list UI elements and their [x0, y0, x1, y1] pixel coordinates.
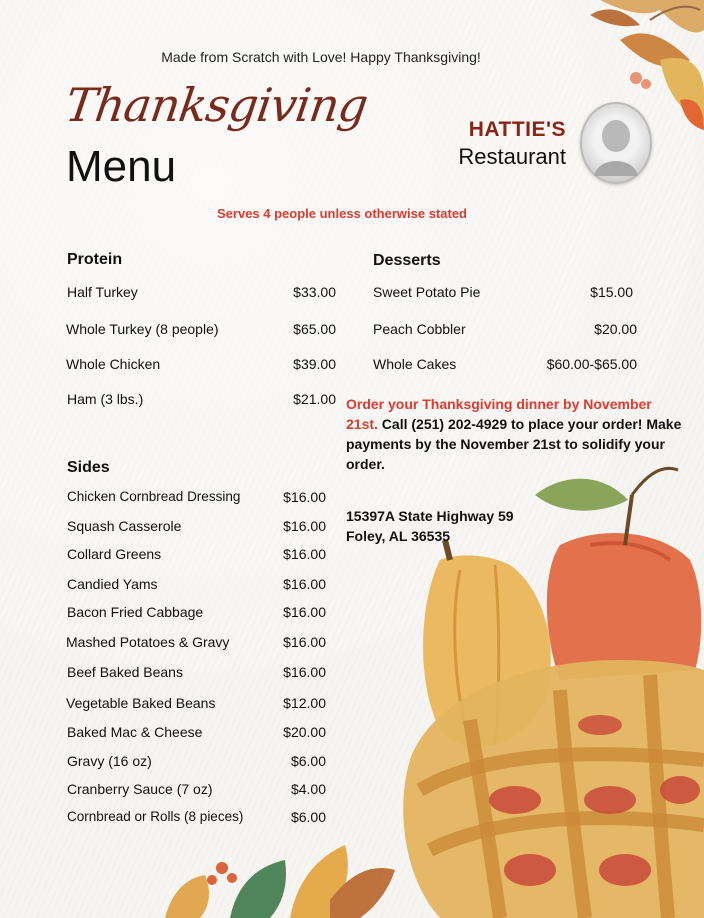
sides-price: $16.00 — [283, 576, 326, 592]
desserts-price: $60.00-$65.00 — [546, 356, 637, 372]
protein-price: $21.00 — [293, 391, 336, 407]
sides-item: Collard Greens — [67, 546, 162, 562]
sides-price: $6.00 — [290, 753, 326, 769]
sides-item: Gravy (16 oz) — [67, 753, 152, 769]
protein-price: $39.00 — [293, 356, 336, 372]
apple-illustration-icon — [535, 468, 701, 680]
address-line-2: Foley, AL 36535 — [346, 528, 451, 544]
sides-item: Bacon Fried Cabbage — [67, 604, 204, 620]
sides-item: Vegetable Baked Beans — [66, 695, 216, 711]
protein-item: Whole Turkey (8 people) — [66, 321, 219, 337]
sides-item: Cranberry Sauce (7 oz) — [67, 781, 213, 797]
sides-price: $16.00 — [283, 634, 326, 650]
sides-heading: Sides — [67, 459, 110, 476]
sides-price: $12.00 — [283, 695, 326, 711]
sides-item: Beef Baked Beans — [67, 664, 183, 680]
sides-price: $16.00 — [283, 546, 326, 562]
desserts-price: $20.00 — [594, 321, 637, 337]
desserts-item: Sweet Potato Pie — [373, 284, 481, 300]
restaurant-name: HATTIE'S — [468, 118, 566, 141]
sides-item: Baked Mac & Cheese — [67, 724, 203, 740]
owner-portrait-icon — [580, 102, 652, 184]
autumn-leaves-bottom-icon — [165, 845, 395, 918]
address — [346, 506, 606, 546]
desserts-price: $15.00 — [590, 284, 633, 300]
protein-heading: Protein — [67, 251, 123, 268]
sides-price: $16.00 — [283, 518, 326, 534]
desserts-item: Peach Cobbler — [373, 321, 466, 337]
sides-price: $20.00 — [283, 724, 326, 740]
protein-price: $33.00 — [293, 284, 336, 300]
sides-price: $6.00 — [290, 809, 326, 825]
sides-item: Squash Casserole — [67, 518, 182, 534]
menu-title: Menu — [66, 142, 177, 191]
protein-item: Ham (3 lbs.) — [67, 391, 144, 407]
sides-price: $16.00 — [283, 489, 326, 505]
sides-item: Chicken Cornbread Dressing — [67, 489, 241, 504]
protein-item: Half Turkey — [67, 284, 138, 300]
sides-item: Mashed Potatoes & Gravy — [66, 634, 230, 650]
protein-price: $65.00 — [293, 321, 336, 337]
address-line-1: 15397A State Highway 59 — [346, 508, 514, 524]
sides-price: $16.00 — [283, 604, 326, 620]
menu-title-script: Thanksgiving — [62, 78, 371, 132]
order-deadline: Order your Thanksgiving dinner by November 21st. — [346, 396, 652, 432]
sides-item: Cornbread or Rolls (8 pieces) — [67, 809, 244, 824]
desserts-item: Whole Cakes — [373, 356, 457, 372]
sides-item: Candied Yams — [67, 576, 158, 592]
desserts-heading: Desserts — [373, 252, 441, 269]
serves-note: Serves 4 people unless otherwise stated — [217, 206, 467, 221]
order-contact: Call (251) 202-4929 to place your order! Make payments by the November 21st to solidify your order. — [346, 416, 682, 472]
order-instructions — [346, 394, 686, 474]
sides-price: $4.00 — [290, 781, 326, 797]
protein-item: Whole Chicken — [66, 356, 161, 372]
tagline: Made from Scratch with Love! Happy Thanksgiving! — [161, 49, 481, 65]
sides-price: $16.00 — [283, 664, 326, 680]
restaurant-subtitle: Restaurant — [458, 144, 566, 169]
